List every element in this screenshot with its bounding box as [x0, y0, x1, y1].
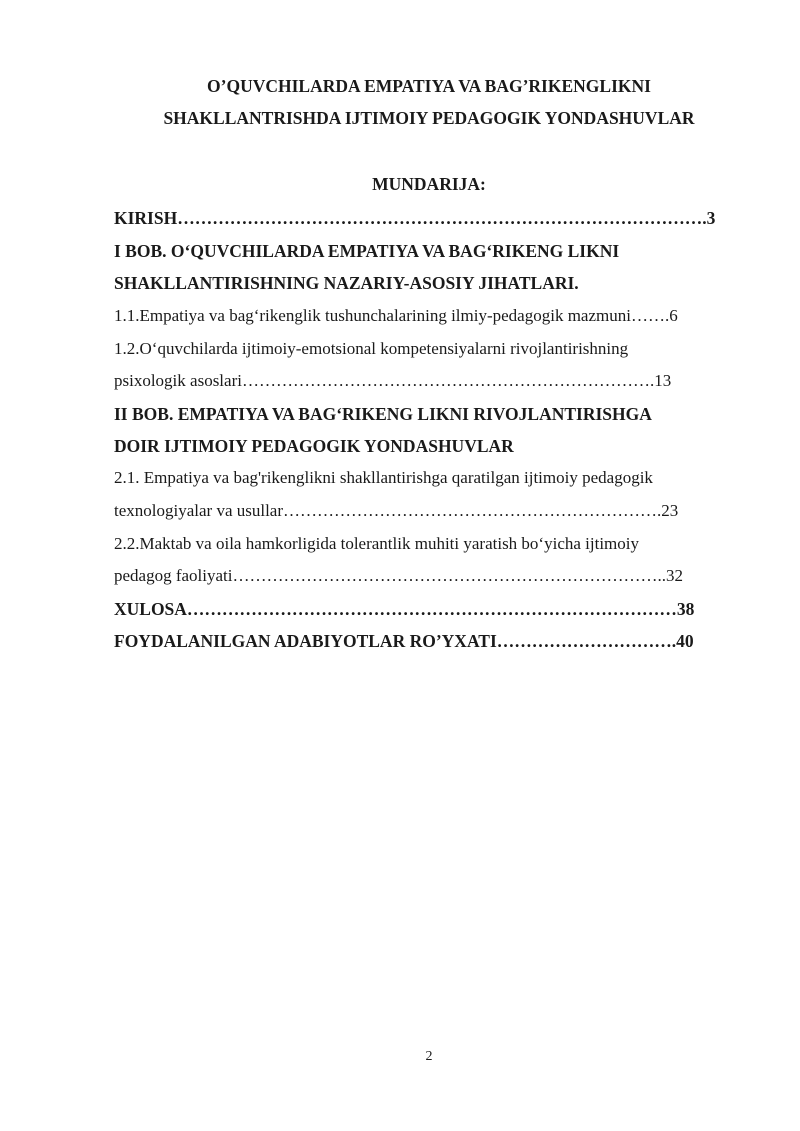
toc-entry-2-2-line-1: 2.2.Maktab va oila hamkorligida tolerantlik muhiti yaratish bo‘yicha ijtimoiy [114, 534, 639, 553]
toc-entry-2-2-line-2: pedagog faoliyati…………………………………………………………………..32 [114, 566, 683, 585]
toc-heading: MUNDARIJA: [372, 174, 486, 194]
toc-chapter-2-subtitle: DOIR IJTIMOIY PEDAGOGIK YONDASHUVLAR [114, 436, 514, 456]
toc-entry-1-1: 1.1.Empatiya va bag‘rikenglik tushunchalarining ilmiy-pedagogik mazmuni…….6 [114, 306, 678, 325]
toc-chapter-2-title: II BOB. EMPATIYA VA BAG‘RIKENG LIKNI RIVOJLANTIRISHGA [114, 404, 652, 424]
page-number: 2 [425, 1049, 433, 1064]
toc-entry-2-1-line-1: 2.1. Empatiya va bag'rikenglikni shakllantirishga qaratilgan ijtimoiy pedagogik [114, 468, 653, 487]
toc-entry-1-2-line-1: 1.2.O‘quvchilarda ijtimoiy-emotsional kompetensiyalarni rivojlantirishning [114, 339, 629, 358]
toc-chapter-1-title: I BOB. O‘QUVCHILARDA EMPATIYA VA BAG‘RIKENG LIKNI [114, 241, 620, 261]
toc-entry-kirish: KIRISH……………………………………………………………………………….3 [114, 208, 716, 228]
toc-entry-1-2-line-2: psixologik asoslari……………………………………………………………….13 [114, 371, 672, 390]
document-title-line-2: SHAKLLANTRISHDA IJTIMOIY PEDAGOGIK YONDASHUVLAR [163, 108, 695, 128]
toc-entry-2-1-line-2: texnologiyalar va usullar………………………………………………………….23 [114, 501, 679, 520]
toc-entry-adabiyotlar: FOYDALANILGAN ADABIYOTLAR RO’YXATI………………………….40 [114, 631, 694, 651]
toc-chapter-1-subtitle: SHAKLLANTIRISHNING NAZARIY-ASOSIY JIHATLARI. [114, 273, 579, 293]
toc-entry-xulosa: XULOSA…………………………………………………………………………38 [114, 599, 695, 619]
document-title-line-1: O’QUVCHILARDA EMPATIYA VA BAG’RIKENGLIKNI [207, 76, 651, 96]
